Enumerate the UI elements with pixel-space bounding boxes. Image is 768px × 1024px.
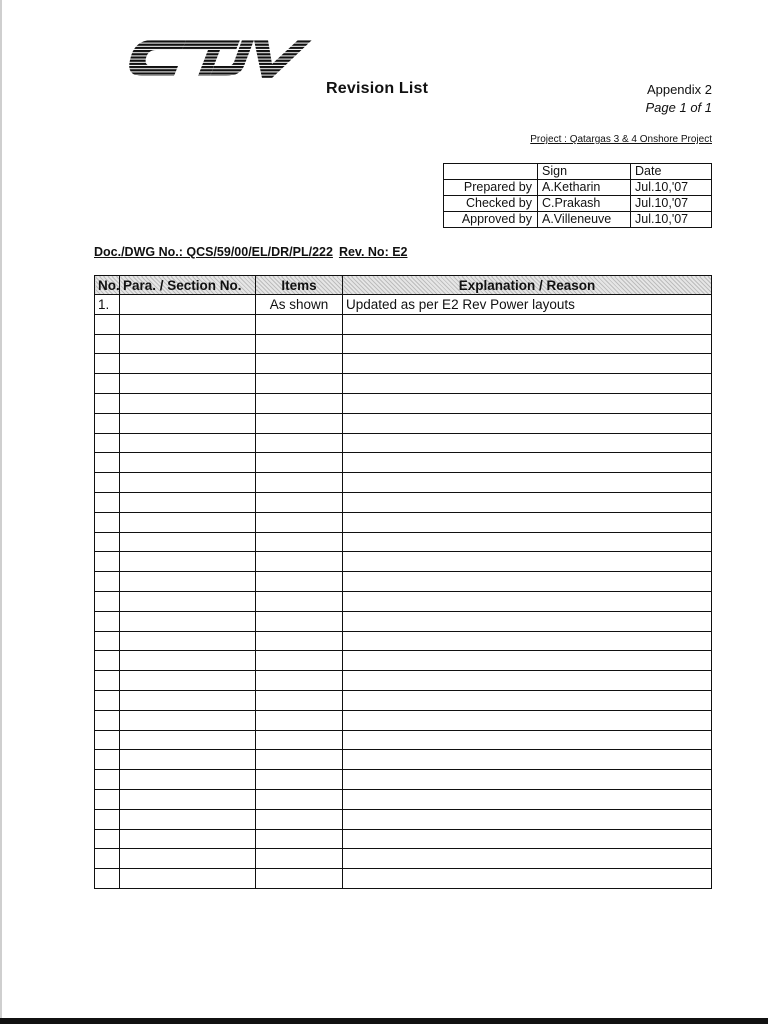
signoff-table [443, 163, 712, 228]
page-edge [0, 0, 2, 1024]
signoff-header-date: Date [631, 164, 712, 180]
cell-no [95, 473, 120, 493]
cell-no [95, 829, 120, 849]
cell-explanation [343, 334, 712, 354]
header-explanation: Explanation / Reason [343, 276, 712, 295]
cell-items [256, 314, 343, 334]
cell-explanation [343, 710, 712, 730]
cell-items [256, 334, 343, 354]
table-row [95, 552, 712, 572]
cell-para-section [120, 631, 256, 651]
table-row [95, 512, 712, 532]
cell-para-section [120, 374, 256, 394]
cell-items [256, 492, 343, 512]
table-row [95, 532, 712, 552]
signoff-role: Checked by [444, 196, 538, 212]
signoff-date: Jul.10,'07 [631, 212, 712, 228]
signoff-name: C.Prakash [538, 196, 631, 212]
cell-no [95, 730, 120, 750]
cell-explanation [343, 473, 712, 493]
cell-explanation [343, 611, 712, 631]
cell-no [95, 651, 120, 671]
header-no: No. [95, 276, 120, 295]
signoff-row-approved [444, 212, 712, 228]
cell-explanation [343, 492, 712, 512]
table-row [95, 413, 712, 433]
cell-no [95, 572, 120, 592]
cell-items [256, 572, 343, 592]
cell-no [95, 690, 120, 710]
cell-items [256, 413, 343, 433]
appendix-label: Appendix 2 [646, 82, 712, 97]
cell-para-section [120, 809, 256, 829]
cell-para-section [120, 354, 256, 374]
cell-para-section [120, 591, 256, 611]
cell-no [95, 770, 120, 790]
cell-no [95, 869, 120, 889]
cell-items [256, 374, 343, 394]
cell-para-section [120, 473, 256, 493]
header-items: Items [256, 276, 343, 295]
cell-explanation [343, 671, 712, 691]
cell-items [256, 532, 343, 552]
cell-items [256, 512, 343, 532]
cell-explanation [343, 591, 712, 611]
table-row [95, 611, 712, 631]
ctjv-logo [122, 34, 312, 84]
cell-para-section [120, 651, 256, 671]
cell-para-section [120, 611, 256, 631]
table-row [95, 295, 712, 315]
signoff-header-sign: Sign [538, 164, 631, 180]
signoff-role: Approved by [444, 212, 538, 228]
cell-no [95, 453, 120, 473]
cell-para-section [120, 334, 256, 354]
cell-items [256, 869, 343, 889]
table-row [95, 314, 712, 334]
table-row [95, 572, 712, 592]
cell-para-section [120, 671, 256, 691]
cell-items [256, 651, 343, 671]
header-para-section: Para. / Section No. [120, 276, 256, 295]
cell-para-section [120, 572, 256, 592]
cell-para-section [120, 750, 256, 770]
table-row [95, 433, 712, 453]
table-row [95, 869, 712, 889]
table-row [95, 453, 712, 473]
cell-no [95, 591, 120, 611]
signoff-name: A.Villeneuve [538, 212, 631, 228]
table-row [95, 492, 712, 512]
cell-no [95, 809, 120, 829]
cell-no [95, 433, 120, 453]
cell-explanation [343, 770, 712, 790]
cell-explanation [343, 552, 712, 572]
table-row [95, 651, 712, 671]
project-name: Project : Qatargas 3 & 4 Onshore Project [530, 134, 712, 145]
cell-items: As shown [256, 295, 343, 315]
cell-explanation [343, 869, 712, 889]
cell-items [256, 849, 343, 869]
cell-no [95, 314, 120, 334]
cell-para-section [120, 869, 256, 889]
table-row [95, 770, 712, 790]
cell-explanation [343, 690, 712, 710]
cell-items [256, 453, 343, 473]
cell-explanation [343, 393, 712, 413]
table-row [95, 789, 712, 809]
cell-para-section [120, 433, 256, 453]
cell-no [95, 393, 120, 413]
revision-table-body [95, 295, 712, 889]
cell-para-section [120, 393, 256, 413]
cell-para-section [120, 295, 256, 315]
cell-items [256, 829, 343, 849]
table-row [95, 849, 712, 869]
cell-para-section [120, 552, 256, 572]
cell-items [256, 591, 343, 611]
cell-items [256, 611, 343, 631]
cell-para-section [120, 413, 256, 433]
cell-explanation [343, 512, 712, 532]
table-row [95, 374, 712, 394]
cell-no [95, 631, 120, 651]
cell-explanation [343, 314, 712, 334]
table-row [95, 730, 712, 750]
cell-no [95, 532, 120, 552]
cell-no [95, 512, 120, 532]
cell-items [256, 710, 343, 730]
cell-para-section [120, 849, 256, 869]
signoff-date: Jul.10,'07 [631, 196, 712, 212]
cell-explanation [343, 849, 712, 869]
revision-table [94, 275, 712, 889]
cell-explanation [343, 750, 712, 770]
table-row [95, 829, 712, 849]
cell-no [95, 710, 120, 730]
signoff-row-checked [444, 196, 712, 212]
doc-number: Doc./DWG No.: QCS/59/00/EL/DR/PL/222 [94, 245, 333, 259]
cell-items [256, 354, 343, 374]
cell-no [95, 374, 120, 394]
cell-explanation [343, 374, 712, 394]
cell-items [256, 789, 343, 809]
table-row [95, 631, 712, 651]
cell-items [256, 473, 343, 493]
cell-explanation [343, 354, 712, 374]
cell-no [95, 334, 120, 354]
table-row [95, 473, 712, 493]
cell-para-section [120, 492, 256, 512]
document-number-line [94, 245, 408, 259]
cell-explanation: Updated as per E2 Rev Power layouts [343, 295, 712, 315]
cell-para-section [120, 532, 256, 552]
cell-no [95, 492, 120, 512]
table-row [95, 750, 712, 770]
table-row [95, 710, 712, 730]
cell-no [95, 413, 120, 433]
cell-no [95, 849, 120, 869]
cell-items [256, 690, 343, 710]
cell-no [95, 750, 120, 770]
table-row [95, 393, 712, 413]
cell-explanation [343, 433, 712, 453]
table-row [95, 671, 712, 691]
signoff-role: Prepared by [444, 180, 538, 196]
cell-explanation [343, 413, 712, 433]
cell-para-section [120, 710, 256, 730]
cell-explanation [343, 631, 712, 651]
signoff-row-prepared [444, 180, 712, 196]
table-row [95, 809, 712, 829]
scan-bottom-edge [0, 1018, 768, 1024]
cell-no [95, 354, 120, 374]
signoff-header-row [444, 164, 712, 180]
page-title: Revision List [326, 80, 429, 97]
cell-no [95, 671, 120, 691]
cell-explanation [343, 651, 712, 671]
cell-explanation [343, 809, 712, 829]
cell-items [256, 671, 343, 691]
cell-explanation [343, 789, 712, 809]
cell-para-section [120, 453, 256, 473]
cell-items [256, 809, 343, 829]
cell-para-section [120, 730, 256, 750]
table-row [95, 591, 712, 611]
cell-para-section [120, 770, 256, 790]
cell-explanation [343, 730, 712, 750]
signoff-date: Jul.10,'07 [631, 180, 712, 196]
page-number: Page 1 of 1 [645, 100, 712, 115]
cell-explanation [343, 453, 712, 473]
cell-no [95, 611, 120, 631]
table-row [95, 690, 712, 710]
cell-no [95, 552, 120, 572]
cell-no: 1. [95, 295, 120, 315]
cell-no [95, 789, 120, 809]
cell-items [256, 750, 343, 770]
revision-header-row [95, 276, 712, 295]
cell-items [256, 552, 343, 572]
cell-para-section [120, 789, 256, 809]
cell-items [256, 770, 343, 790]
cell-para-section [120, 512, 256, 532]
rev-number: Rev. No: E2 [338, 245, 408, 259]
signoff-header-empty [444, 164, 538, 180]
table-row [95, 334, 712, 354]
cell-explanation [343, 532, 712, 552]
cell-para-section [120, 829, 256, 849]
signoff-name: A.Ketharin [538, 180, 631, 196]
cell-para-section [120, 314, 256, 334]
cell-items [256, 433, 343, 453]
cell-items [256, 631, 343, 651]
cell-explanation [343, 572, 712, 592]
table-row [95, 354, 712, 374]
cell-explanation [343, 829, 712, 849]
cell-para-section [120, 690, 256, 710]
cell-items [256, 730, 343, 750]
cell-items [256, 393, 343, 413]
